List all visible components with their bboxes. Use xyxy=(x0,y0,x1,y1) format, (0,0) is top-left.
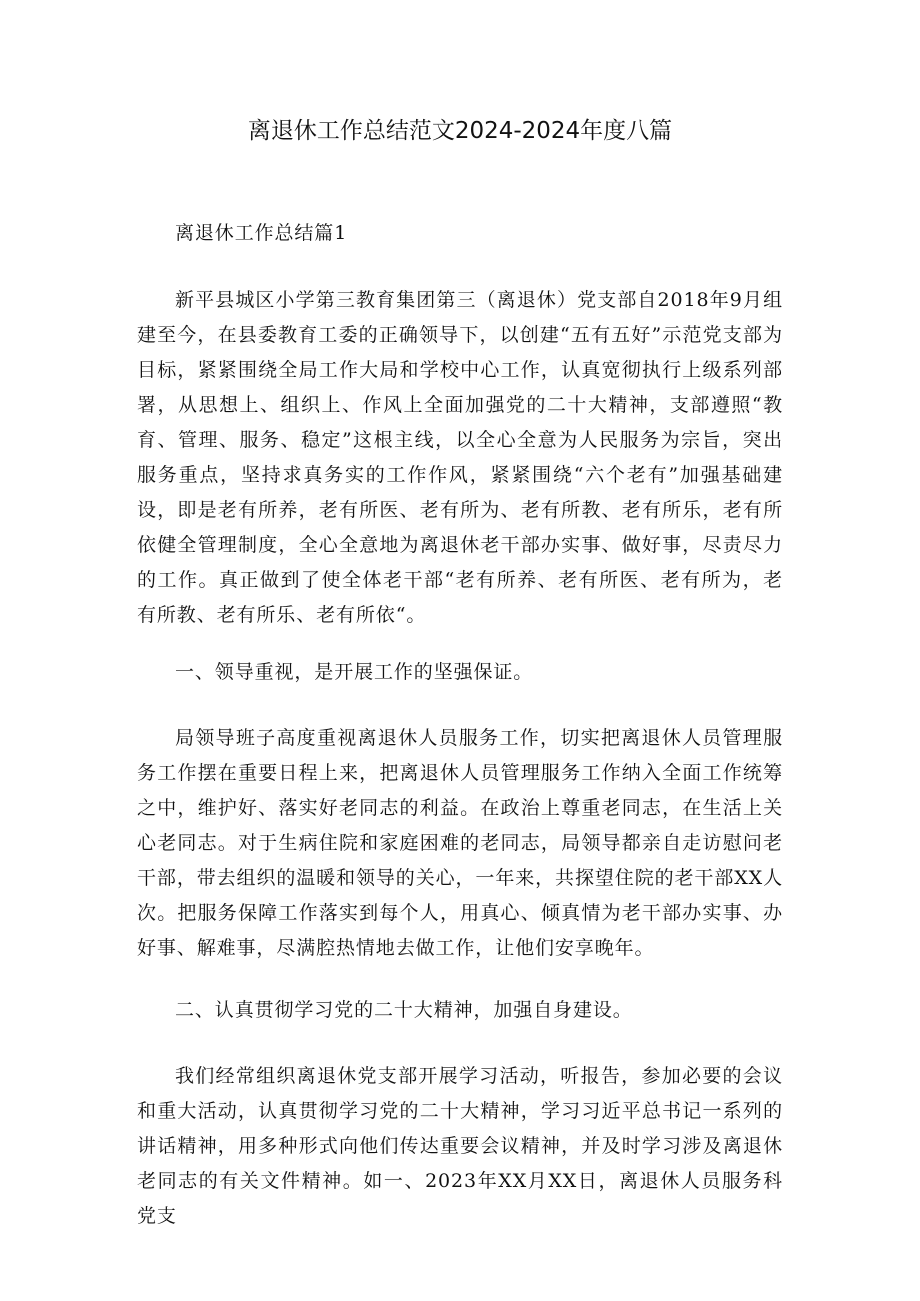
section-subtitle: 离退休工作总结篇1 xyxy=(175,222,348,244)
paragraph-section-2: 我们经常组织离退休党支部开展学习活动，听报告，参加必要的会议和重大活动，认真贯彻学习党的二十大精神，学习习近平总书记一系列的讲话精神，用多种形式向他们传达重要会议精神，并及时学习涉及离退休老同志的有关文件精神。如一、2023年XX月XX日，离退休人员服务科党支 xyxy=(137,1065,783,1227)
paragraph-section-1: 局领导班子高度重视离退休人员服务工作，切实把离退休人员管理服务工作摆在重要日程上来，把离退休人员管理服务工作纳入全面工作统筹之中，维护好、落实好老同志的利益。在政治上尊重老同志，在生活上关心老同志。对于生病住院和家庭困难的老同志，局领导都亲自走访慰问老干部，带去组织的温暖和领导的关心，一年来，共探望住院的老干部XX人次。把服务保障工作落实到每个人，用真心、倾真情为老干部办实事、办好事、解难事，尽满腔热情地去做工作，让他们安享晚年。 xyxy=(137,727,783,959)
heading-section-2: 二、认真贯彻学习党的二十大精神，加强自身建设。 xyxy=(175,999,633,1021)
paragraph-intro: 新平县城区小学第三教育集团第三（离退休）党支部自2018年9月组建至今，在县委教育工委的正确领导下，以创建“五有五好”示范党支部为目标，紧紧围绕全局工作大局和学校中心工作，认真宽彻执行上级系列部署，从思想上、组织上、作风上全面加强党的二十大精神，支部遵照“教育、管理、服务、稳定”这根主线，以全心全意为人民服务为宗旨，突出服务重点，坚持求真务实的工作作风，紧紧围绕“六个老有”加强基础建设，即是老有所养，老有所医、老有所为、老有所教、老有所乐，老有所依健全管理制度，全心全意地为离退休老干部办实事、做好事，尽责尽力的工作。真正做到了使全体老干部“老有所养、老有所医、老有所为，老有所教、老有所乐、老有所依“。 xyxy=(137,289,783,626)
document-title: 离退休工作总结范文2024-2024年度八篇 xyxy=(247,118,673,144)
heading-section-1: 一、领导重视，是开展工作的坚强保证。 xyxy=(175,661,534,683)
